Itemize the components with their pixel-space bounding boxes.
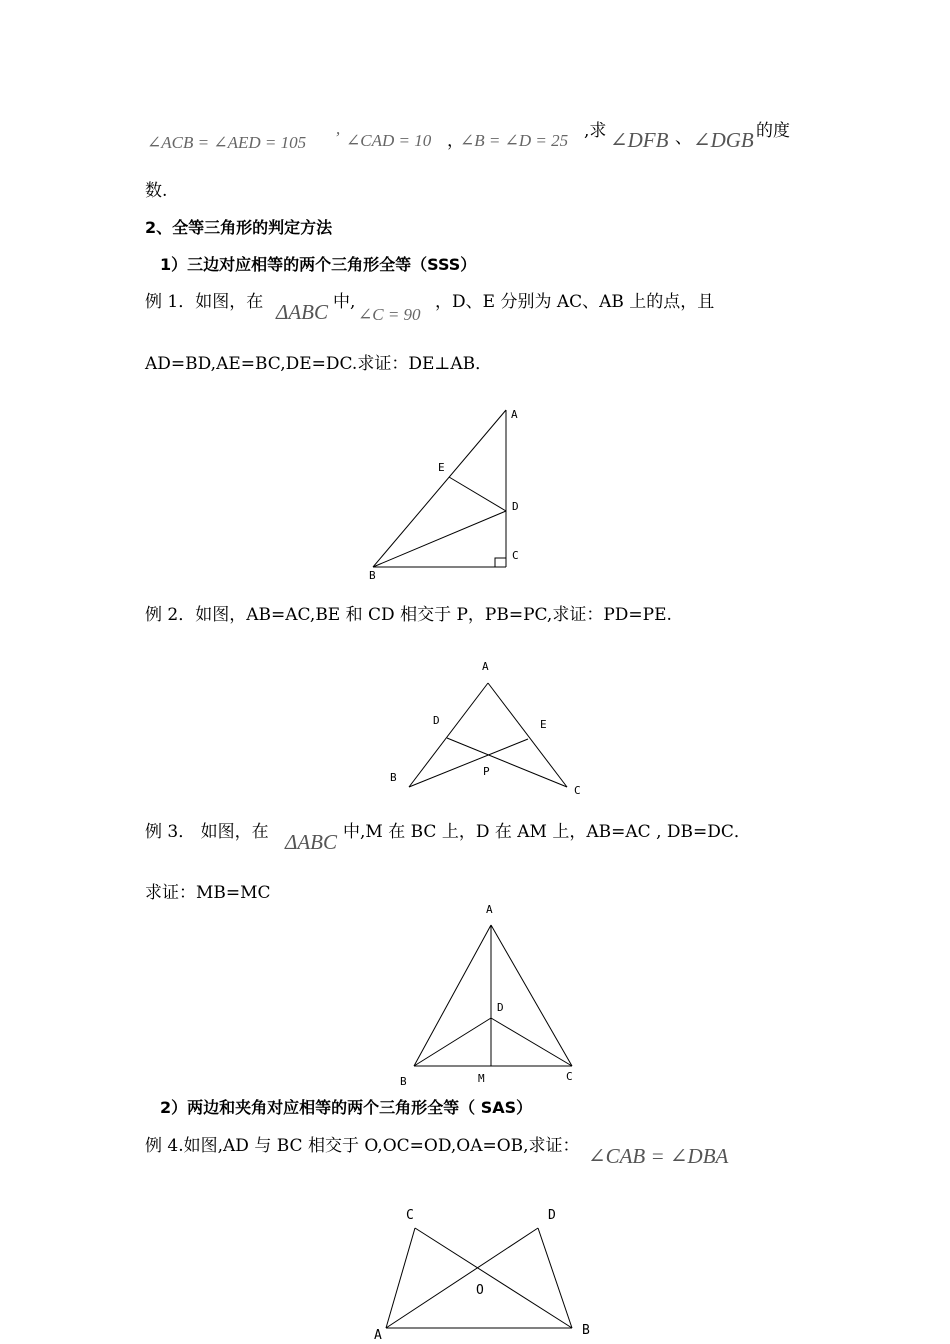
fig3-label-m: M xyxy=(478,1072,485,1085)
fig4-label-c: C xyxy=(406,1208,414,1223)
tail-text-2: 数. xyxy=(145,181,168,201)
fig2-label-p: P xyxy=(483,765,490,778)
fig4-segment-cb xyxy=(415,1228,572,1328)
angle-cab-dba: ∠CAB = ∠DBA xyxy=(588,1144,729,1168)
subsection-heading-sss: 1）三边对应相等的两个三角形全等（SSS） xyxy=(160,255,477,274)
fig3-label-c: C xyxy=(566,1070,573,1083)
example-1-line2: AD=BD,AE=BC,DE=DC.求证：DE⊥AB． xyxy=(145,354,493,374)
fig3-label-d: D xyxy=(497,1001,504,1014)
separator-1: ’ xyxy=(334,128,340,147)
example-3-prefix: 例 3． 如图，在 xyxy=(145,822,269,842)
fig1-label-a: A xyxy=(511,408,518,421)
fig1-label-b: B xyxy=(369,569,376,582)
fig2-label-d: D xyxy=(433,714,440,727)
fig4-label-o: O xyxy=(476,1283,484,1298)
separator-2: ， xyxy=(447,131,464,151)
fig1-label-e: E xyxy=(438,461,445,474)
fig4-label-d: D xyxy=(548,1208,556,1223)
example-2-text: 例 2．如图，AB=AC,BE 和 CD 相交于 P，PB=PC,求证：PD=PE. xyxy=(145,605,672,625)
separator-3: ,求 xyxy=(584,121,607,141)
angle-dgb: ∠DGB xyxy=(693,128,754,152)
fig2-label-a: A xyxy=(482,660,489,673)
fig2-label-e: E xyxy=(540,718,547,731)
fig4-segment-ad xyxy=(386,1228,538,1328)
fig2-label-b: B xyxy=(390,771,397,784)
triangle-abc-symbol-2: ΔABC xyxy=(285,830,337,854)
fig4-segment-ca xyxy=(386,1228,415,1328)
angle-expression-3: ∠B = ∠D = 25 xyxy=(460,131,569,150)
tail-text: 的度 xyxy=(756,121,790,141)
triangle-abc-symbol: ΔABC xyxy=(276,300,328,324)
angle-expression-1: ∠ACB = ∠AED = 105 xyxy=(147,133,307,152)
example-1-prefix: 例 1．如图，在 xyxy=(145,292,264,312)
angle-expression-2: ∠CAD = 10 xyxy=(346,131,432,150)
fig3-label-a: A xyxy=(486,903,493,916)
fig1-label-d: D xyxy=(512,500,519,513)
fig4-segment-db xyxy=(538,1228,572,1328)
fig4-label-b: B xyxy=(582,1323,590,1338)
example-4-text: 例 4.如图,AD 与 BC 相交于 O,OC=OD,OA=OB,求证： xyxy=(145,1136,580,1156)
angle-dfb: ∠DFB xyxy=(610,128,669,152)
fig2-label-c: C xyxy=(574,784,581,797)
example-1-rest: ，D、E 分别为 AC、AB 上的点，且 xyxy=(435,292,715,312)
fig4-label-a: A xyxy=(374,1328,382,1343)
subsection-heading-sas: 2）两边和夹角对应相等的两个三角形全等（ SAS） xyxy=(160,1098,533,1117)
example-3-rest: 中,M 在 BC 上，D 在 AM 上，AB=AC , DB=DC． xyxy=(343,822,751,842)
example-1-mid: 中, xyxy=(333,292,356,312)
separator-4: 、 xyxy=(675,128,692,148)
section-heading: 2、全等三角形的判定方法 xyxy=(145,218,333,237)
fig1-label-c: C xyxy=(512,549,519,562)
angle-c-condition: ∠C = 90 xyxy=(358,305,421,324)
example-3-line2: 求证：MB=MC xyxy=(145,883,271,903)
fig3-label-b: B xyxy=(400,1075,407,1088)
